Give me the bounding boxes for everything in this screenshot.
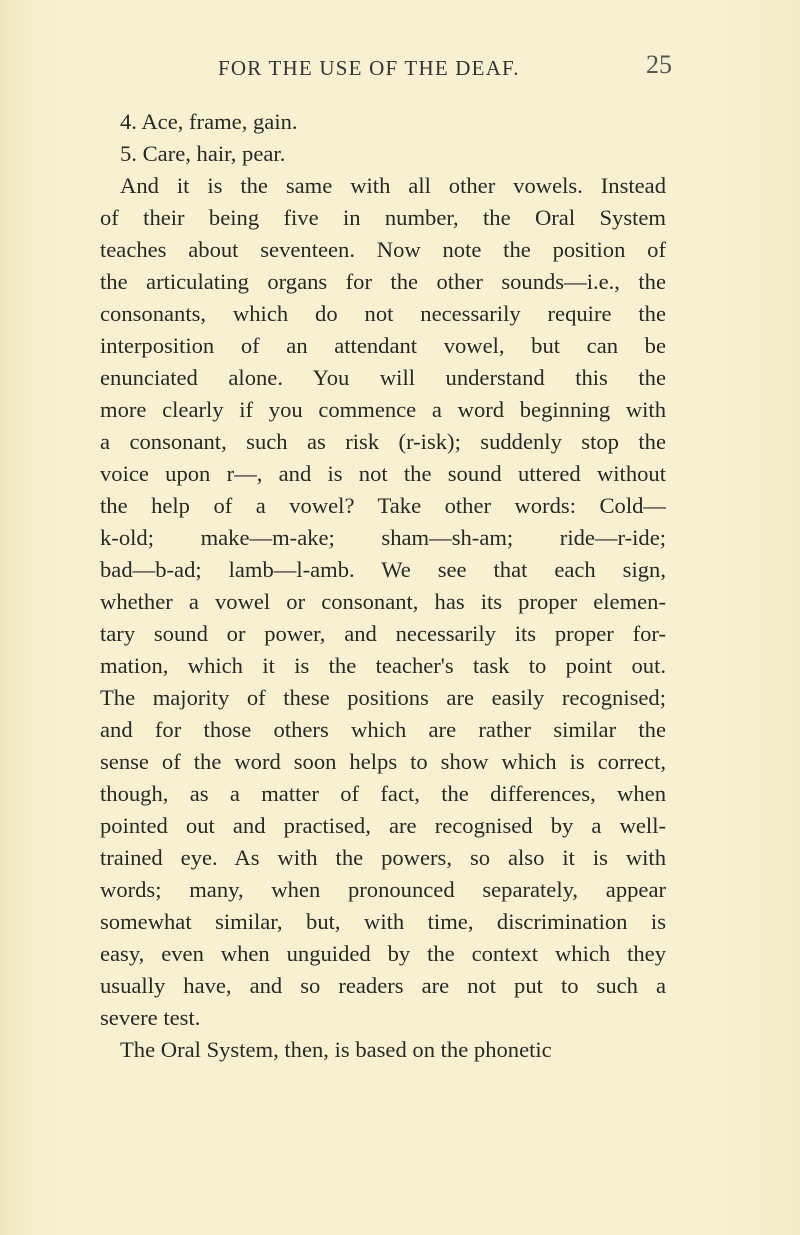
text-line: interposition of an attendant vowel, but can be bbox=[100, 333, 666, 358]
text-line: more clearly if you commence a word beginning with bbox=[100, 397, 666, 422]
text-line: easy, even when unguided by the context which they bbox=[100, 941, 666, 966]
text-line: a consonant, such as risk (r-isk); suddenly stop the bbox=[100, 429, 666, 454]
text-line: mation, which it is the teacher's task to point out. bbox=[100, 653, 666, 678]
text-line: pointed out and practised, are recognised by a well- bbox=[100, 813, 666, 838]
text-line: teaches about seventeen. Now note the position of bbox=[100, 237, 666, 262]
text-line: And it is the same with all other vowels. Instead bbox=[120, 173, 666, 198]
text-line: words; many, when pronounced separately, appear bbox=[100, 877, 666, 902]
text-line: enunciated alone. You will understand this the bbox=[100, 365, 666, 390]
running-head bbox=[0, 50, 800, 96]
text-line: usually have, and so readers are not put to such a bbox=[100, 973, 666, 998]
text-line: sense of the word soon helps to show which is correct, bbox=[100, 749, 666, 774]
text-line: and for those others which are rather similar the bbox=[100, 717, 666, 742]
text-line: The majority of these positions are easily recognised; bbox=[100, 685, 666, 710]
text-line: consonants, which do not necessarily require the bbox=[100, 301, 666, 326]
list-item: 5. Care, hair, pear. bbox=[120, 141, 286, 166]
text-line: k-old; make—m-ake; sham—sh-am; ride—r-ide; bbox=[100, 525, 666, 550]
text-line: severe test. bbox=[100, 1005, 201, 1030]
text-line: voice upon r—, and is not the sound uttered without bbox=[100, 461, 666, 486]
text-line: somewhat similar, but, with time, discrimination is bbox=[100, 909, 666, 934]
body-text bbox=[100, 106, 666, 1066]
text-line: the articulating organs for the other sounds—i.e., the bbox=[100, 269, 666, 294]
text-line: whether a vowel or consonant, has its proper elemen- bbox=[100, 589, 666, 614]
text-line: of their being five in number, the Oral System bbox=[100, 205, 666, 230]
running-title: FOR THE USE OF THE DEAF. bbox=[218, 56, 520, 80]
text-line: tary sound or power, and necessarily its proper for- bbox=[100, 621, 666, 646]
list-item: 4. Ace, frame, gain. bbox=[120, 109, 298, 134]
text-line: though, as a matter of fact, the differences, when bbox=[100, 781, 666, 806]
text-line: trained eye. As with the powers, so also it is with bbox=[100, 845, 666, 870]
text-line: the help of a vowel? Take other words: Cold— bbox=[100, 493, 666, 518]
page-number: 25 bbox=[646, 50, 672, 79]
text-line: bad—b-ad; lamb—l-amb. We see that each sign, bbox=[100, 557, 666, 582]
text-line: The Oral System, then, is based on the phonetic bbox=[120, 1037, 552, 1062]
